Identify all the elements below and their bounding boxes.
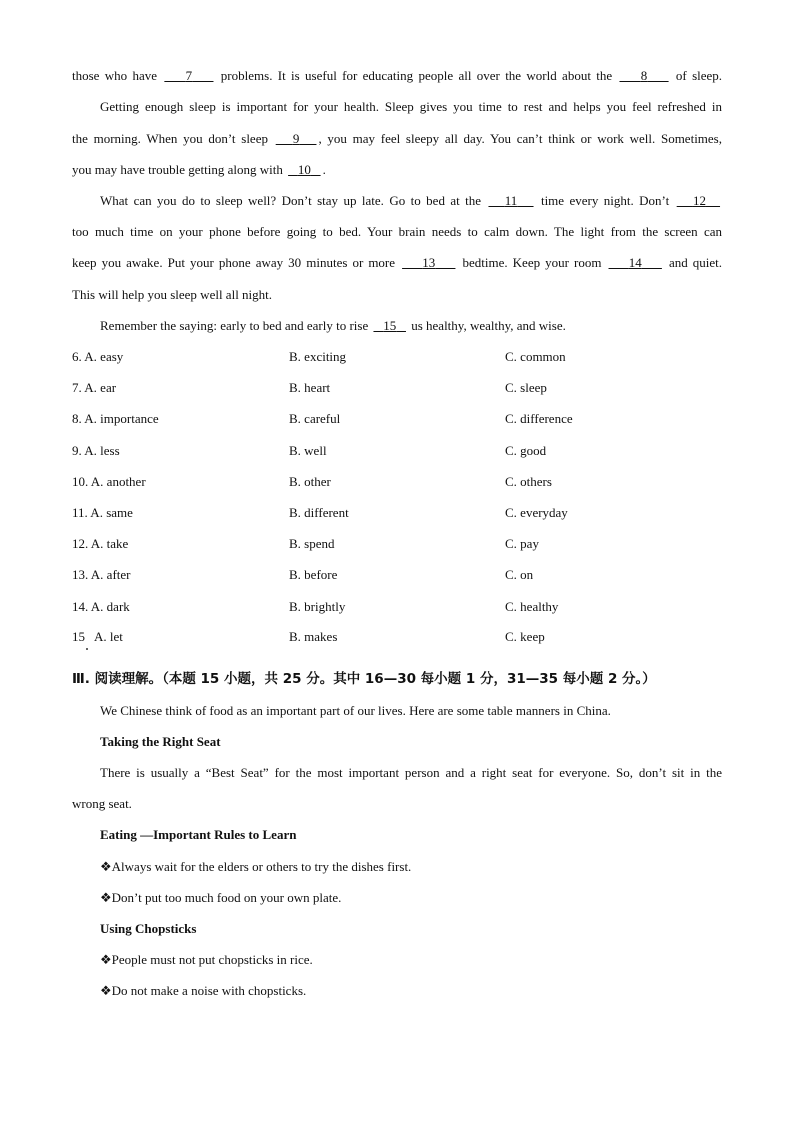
option-c: C. on xyxy=(505,567,534,582)
option-a: 15 A. let xyxy=(72,629,123,644)
option-c: C. pay xyxy=(505,536,539,551)
passage-line: Remember the saying: early to bed and early to rise 15 us healthy, wealthy, and wise. xyxy=(100,318,566,333)
subheading-seat: Taking the Right Seat xyxy=(100,734,221,749)
passage-line: Getting enough sleep is important for your health. Sleep gives you time to rest and helps you feel refreshed in xyxy=(100,99,722,114)
option-b: B. careful xyxy=(289,411,341,426)
rule-item: ❖People must not put chopsticks in rice. xyxy=(100,952,313,967)
section-heading: Ⅲ. 阅读理解。（本题 15 小题，共 25 分。其中 16—30 每小题 1 分，31—35 每小题 2 分。） xyxy=(72,671,656,687)
option-b: B. brightly xyxy=(289,599,346,614)
option-c: C. difference xyxy=(505,411,573,426)
blank-9: 9 xyxy=(292,131,300,146)
passage-line: What can you do to sleep well? Don’t stay up late. Go to bed at the 11 time every night. Don’t 12 xyxy=(100,192,722,210)
stray-dot xyxy=(86,648,88,650)
option-a: 14. A. dark xyxy=(72,599,130,614)
blank-8: 8 xyxy=(640,68,648,83)
option-a: 6. A. easy xyxy=(72,349,124,364)
option-a: 7. A. ear xyxy=(72,380,117,395)
option-c: C. keep xyxy=(505,629,545,644)
option-c: C. others xyxy=(505,474,552,489)
passage-line: This will help you sleep well all night. xyxy=(72,287,273,302)
option-b: B. before xyxy=(289,567,338,582)
option-c: C. everyday xyxy=(505,505,568,520)
option-a: 11. A. same xyxy=(72,505,133,520)
option-b: B. makes xyxy=(289,629,338,644)
passage-line: those who have 7 problems. It is useful for educating people all over the world about the 8 of sleep. xyxy=(72,68,723,83)
option-a: 9. A. less xyxy=(72,443,120,458)
passage-line: the morning. When you don’t sleep 9 , you may feel sleepy all day. You can’t think or work well. Sometimes, xyxy=(72,131,722,146)
option-b: B. spend xyxy=(289,536,335,551)
blank-13: 13 xyxy=(422,255,436,270)
reading-line: wrong seat. xyxy=(72,796,132,811)
blank-10: 10 xyxy=(297,162,311,177)
option-b: B. well xyxy=(289,443,327,458)
passage-line: you may have trouble getting along with 10 . xyxy=(72,162,326,177)
option-c: C. good xyxy=(505,443,547,458)
option-b: B. different xyxy=(289,505,349,520)
option-b: B. other xyxy=(289,474,331,489)
blank-14: 14 xyxy=(628,255,642,270)
passage-line: keep you awake. Put your phone away 30 minutes or more 13 bedtime. Keep your room 14 and quiet. xyxy=(72,255,722,270)
option-b: B. heart xyxy=(289,380,331,395)
subheading-chopsticks: Using Chopsticks xyxy=(100,921,197,936)
option-c: C. healthy xyxy=(505,599,559,614)
blank-15: 15 xyxy=(383,318,397,333)
reading-line: There is usually a “Best Seat” for the most important person and a right seat for everyone. So, don’t sit in the xyxy=(100,765,722,780)
blank-11: 11 xyxy=(504,193,518,208)
option-c: C. common xyxy=(505,349,566,364)
subheading-eating: Eating —Important Rules to Learn xyxy=(100,827,297,842)
passage-line: too much time on your phone before going to bed. Your brain needs to calm down. The light from the screen can xyxy=(72,224,722,239)
blank-12: 12 xyxy=(692,193,706,208)
option-a: 8. A. importance xyxy=(72,411,159,426)
option-c: C. sleep xyxy=(505,380,547,395)
rule-item: ❖Always wait for the elders or others to try the dishes first. xyxy=(100,859,412,874)
option-a: 10. A. another xyxy=(72,474,146,489)
option-a: 13. A. after xyxy=(72,567,131,582)
option-a: 12. A. take xyxy=(72,536,129,551)
option-b: B. exciting xyxy=(289,349,347,364)
rule-item: ❖Do not make a noise with chopsticks. xyxy=(100,983,307,998)
blank-7: 7 xyxy=(185,68,193,83)
reading-intro: We Chinese think of food as an important part of our lives. Here are some table manners in China. xyxy=(100,703,611,718)
rule-item: ❖Don’t put too much food on your own plate. xyxy=(100,890,342,905)
